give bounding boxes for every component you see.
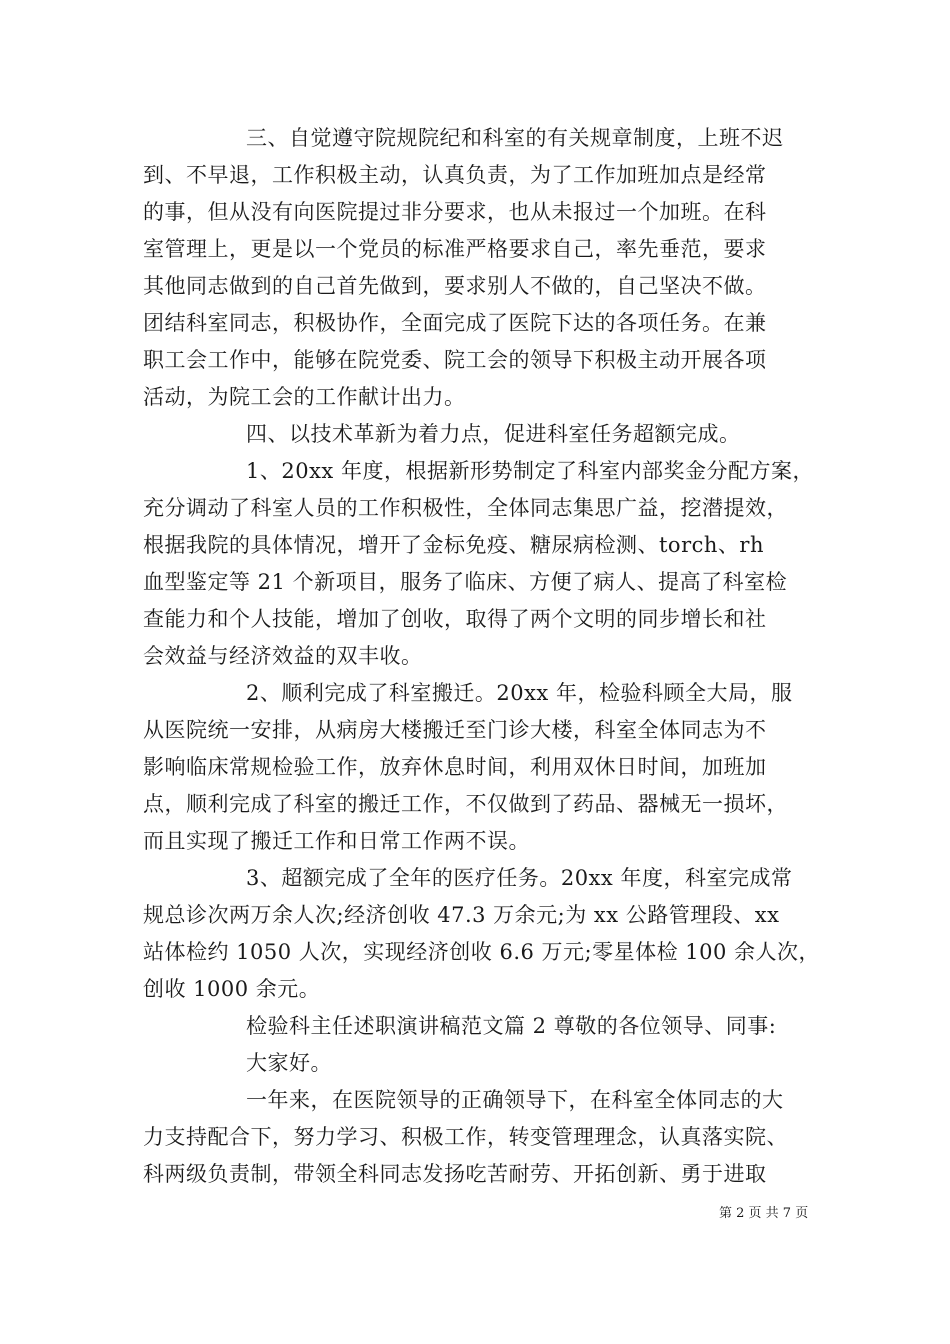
greeting: 大家好。 [246, 1051, 332, 1075]
text-line: 充分调动了科室人员的工作积极性，全体同志集思广益，挖潜提效， [143, 496, 788, 520]
text-line: 到、不早退，工作积极主动，认真负责，为了工作加班加点是经常 [143, 163, 767, 187]
text-line: 站体检约 1050 人次，实现经济创收 6.6 万元;零星体检 100 余人次， [143, 940, 821, 964]
text-line: 三、自觉遵守院规院纪和科室的有关规章制度，上班不迟 [246, 126, 784, 150]
text-line: 一年来，在医院领导的正确领导下，在科室全体同志的大 [246, 1088, 784, 1112]
text-line: 科两级负责制，带领全科同志发扬吃苦耐劳、开拓创新、勇于进取 [143, 1162, 767, 1186]
text-line: 室管理上，更是以一个党员的标准严格要求自己，率先垂范，要求 [143, 237, 767, 261]
text-line: 血型鉴定等 21 个新项目，服务了临床、方便了病人、提高了科室检 [143, 570, 788, 594]
text-line: 力支持配合下，努力学习、积极工作，转变管理理念，认真落实院、 [143, 1125, 788, 1149]
text-line: 规总诊次两万余人次;经济创收 47.3 万余元;为 xx 公路管理段、xx [143, 903, 780, 927]
text-line: 3、超额完成了全年的医疗任务。20xx 年度，科室完成常 [246, 866, 793, 890]
section-heading: 检验科主任述职演讲稿范文篇 2 尊敬的各位领导、同事: [246, 1014, 777, 1038]
text-line: 而且实现了搬迁工作和日常工作两不误。 [143, 829, 530, 853]
section-heading: 四、以技术革新为着力点，促进科室任务超额完成。 [246, 422, 741, 446]
text-line: 创收 1000 余元。 [143, 977, 321, 1001]
text-line: 影响临床常规检验工作，放弃休息时间，利用双休日时间，加班加 [143, 755, 767, 779]
text-line: 其他同志做到的自己首先做到，要求别人不做的，自己坚决不做。 [143, 274, 767, 298]
text-line: 根据我院的具体情况，增开了金标免疫、糖尿病检测、torch、rh [143, 533, 764, 557]
text-line: 点，顺利完成了科室的搬迁工作，不仅做到了药品、器械无一损坏， [143, 792, 788, 816]
page-number-footer: 第 2 页 共 7 页 [719, 1206, 809, 1221]
text-line: 团结科室同志，积极协作，全面完成了医院下达的各项任务。在兼 [143, 311, 767, 335]
text-line: 会效益与经济效益的双丰收。 [143, 644, 423, 668]
text-line: 职工会工作中，能够在院党委、院工会的领导下积极主动开展各项 [143, 348, 767, 372]
text-line: 的事，但从没有向医院提过非分要求，也从未报过一个加班。在科 [143, 200, 767, 224]
text-line: 从医院统一安排，从病房大楼搬迁至门诊大楼，科室全体同志为不 [143, 718, 767, 742]
text-line: 1、20xx 年度，根据新形势制定了科室内部奖金分配方案， [246, 459, 814, 483]
text-line: 查能力和个人技能，增加了创收，取得了两个文明的同步增长和社 [143, 607, 767, 631]
text-line: 活动，为院工会的工作献计出力。 [143, 385, 466, 409]
text-line: 2、顺利完成了科室搬迁。20xx 年，检验科顾全大局，服 [246, 681, 793, 705]
